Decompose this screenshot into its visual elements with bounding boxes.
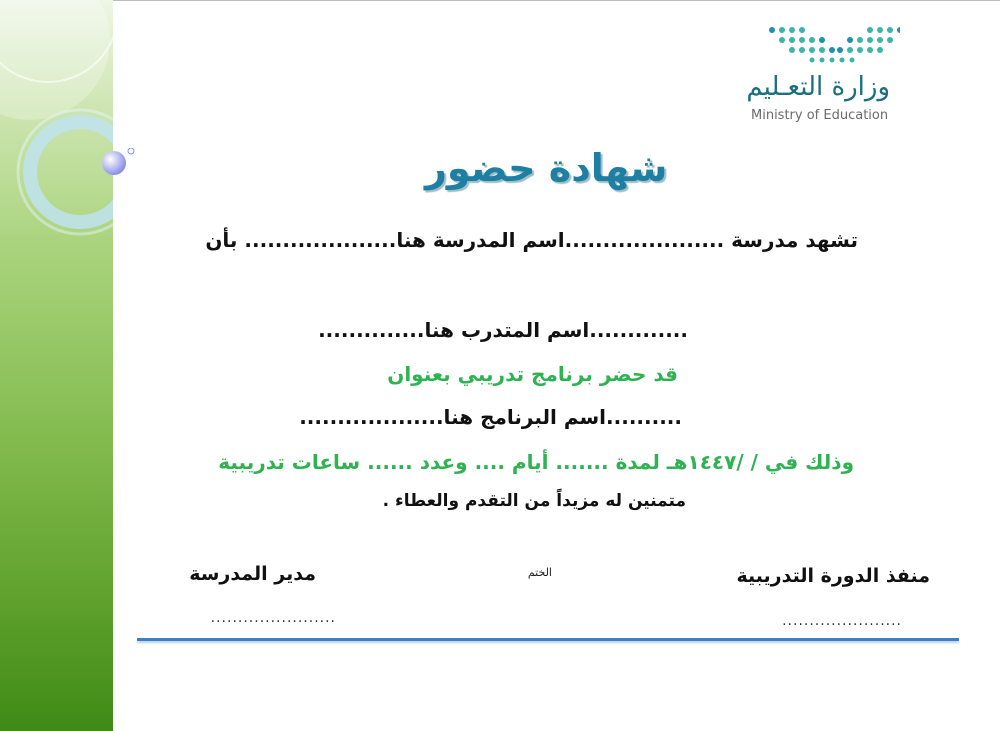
stamp-label: الختم [527, 566, 552, 579]
decorative-sidebar [0, 0, 113, 731]
program-line: ..........اسم البرنامج هنا................... [299, 405, 682, 429]
top-border [113, 0, 1000, 1]
sidebar-rings-icon [0, 0, 113, 731]
school-line: تشهد مدرسة .....................اسم المدرسة هنا.................... بأن [205, 228, 858, 252]
date-duration-line: وذلك في / /١٤٤٧هـ لمدة ....... أيام .... وعدد ...... ساعات تدريبية [218, 450, 854, 474]
ministry-name-arabic: وزارة التعـليم [746, 72, 890, 102]
certificate-title: شهادة حضور [425, 146, 668, 190]
trainee-line: .............اسم المتدرب هنا.............. [318, 318, 688, 342]
wish-line: متمنين له مزيداً من التقدم والعطاء . [382, 491, 686, 511]
principal-label: مدير المدرسة [189, 563, 316, 585]
ministry-name-english: Ministry of Education [751, 108, 889, 123]
attended-line: قد حضر برنامج تدريبي بعنوان [387, 362, 678, 386]
ministry-dots-icon [740, 22, 900, 72]
principal-signature-line: ....................... [210, 610, 336, 626]
executor-signature-line: ...................... [782, 613, 902, 629]
bubble-icon [100, 148, 140, 180]
footer-divider [137, 638, 959, 641]
ministry-logo [740, 22, 900, 127]
executor-label: منفذ الدورة التدريبية [736, 565, 930, 587]
